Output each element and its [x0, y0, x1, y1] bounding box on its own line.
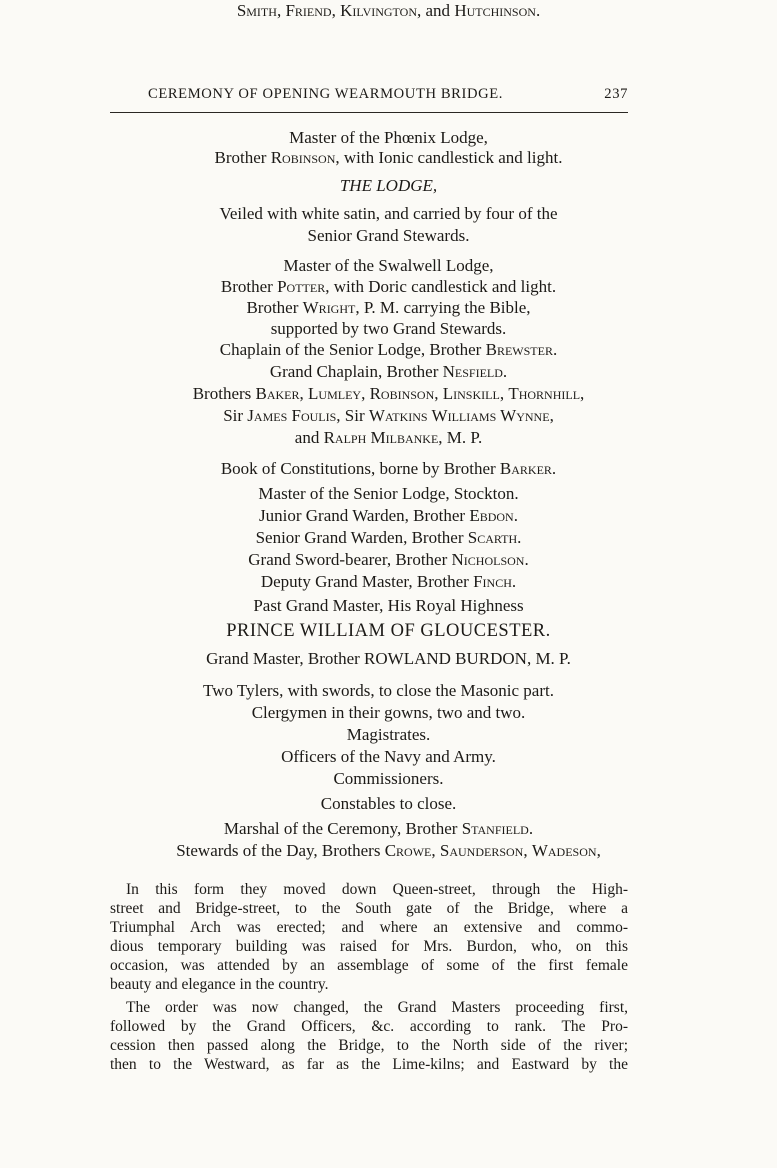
paragraph-line	[110, 880, 628, 899]
text-run: .	[513, 506, 518, 525]
text-run: then to the Westward, as far as the Lime-kilns; and Eastward by the	[110, 1056, 628, 1073]
procession-line	[0, 225, 777, 247]
procession-line	[0, 768, 777, 790]
text-run: Veiled with white satin, and carried by four of the	[219, 204, 558, 223]
text-run: , with Doric candlestick and light.	[325, 277, 557, 296]
procession-line	[0, 595, 777, 617]
text-run: Robinson	[369, 384, 435, 403]
text-run: Wright	[302, 298, 356, 317]
text-run: Constables to close.	[320, 794, 457, 813]
text-run: ,	[331, 1, 341, 20]
text-run: In this form they moved down Queen-street, through the High-	[126, 881, 628, 898]
text-run: Past Grand Master, His Royal Highness	[253, 596, 524, 615]
text-run: , who, on this	[513, 938, 628, 955]
text-run: Brewster	[485, 340, 553, 359]
header-title: CEREMONY OF OPENING WEARMOUTH BRIDGE.	[148, 86, 504, 102]
procession-line	[0, 0, 777, 22]
procession-line	[0, 818, 767, 840]
paragraph-line	[110, 956, 628, 975]
text-run: ,	[596, 841, 601, 860]
text-run: .	[552, 340, 558, 359]
text-run: .	[517, 528, 522, 547]
text-run: Commissioners.	[333, 769, 444, 788]
text-run: ,	[549, 406, 554, 425]
narrative-paragraph	[110, 880, 628, 994]
narrative-paragraph	[110, 998, 628, 1074]
text-run: ,	[431, 841, 440, 860]
paragraph-line	[110, 937, 628, 956]
procession-line	[0, 297, 777, 319]
procession-line	[0, 175, 777, 197]
text-run: The order was now changed, the Grand Masters proceeding first,	[126, 999, 628, 1016]
text-run: Two Tylers, with swords, to close the Masonic part.	[203, 681, 554, 700]
procession-line	[0, 620, 777, 642]
text-run: THE LODGE,	[339, 176, 438, 195]
text-run: Ralph Milbanke	[323, 428, 439, 447]
procession-line	[0, 840, 777, 862]
text-run: James Foulis	[247, 406, 337, 425]
text-run: Stewards of the Day, Brothers	[176, 841, 385, 860]
text-run: Smith	[236, 1, 277, 20]
procession-line	[0, 549, 777, 571]
procession-line	[0, 405, 777, 427]
text-run: .	[524, 550, 529, 569]
text-run: Ebdon	[469, 506, 514, 525]
text-run: Grand Chaplain, Brother	[269, 362, 443, 381]
text-run: Magistrates.	[346, 725, 431, 744]
procession-line	[0, 127, 777, 149]
procession-line	[0, 458, 777, 480]
running-header	[148, 86, 628, 103]
text-run: , M. P.	[438, 428, 483, 447]
header-rule	[110, 112, 628, 113]
page-number: 237	[604, 86, 628, 102]
text-run: ,	[580, 384, 585, 403]
text-run: Chaplain of the Senior Lodge, Brother	[219, 340, 486, 359]
procession-line	[0, 724, 777, 746]
text-run: .	[535, 1, 541, 20]
procession-line	[0, 793, 777, 815]
text-run: supported by two Grand Stewards.	[270, 319, 507, 338]
procession-line	[0, 318, 777, 340]
text-run: Burdon	[466, 938, 514, 955]
text-run: Officers of the Navy and Army.	[281, 747, 496, 766]
text-run: Crowe	[384, 841, 432, 860]
text-run: ,	[276, 1, 286, 20]
text-run: Sir	[223, 406, 248, 425]
text-run: Friend	[285, 1, 332, 20]
text-run: Hutchinson	[454, 1, 536, 20]
text-run: , with Ionic candlestick and light.	[335, 148, 563, 167]
text-run: Wadeson	[531, 841, 597, 860]
procession-line	[0, 427, 777, 449]
text-run: Watkins Williams Wynne	[368, 406, 550, 425]
text-run: Senior Grand Stewards.	[307, 226, 470, 245]
text-run: Deputy Grand Master, Brother	[260, 572, 474, 591]
text-run: Barker	[499, 459, 552, 478]
text-run: Master of the Senior Lodge, Stockton.	[258, 484, 519, 503]
text-run: Marshal of the Ceremony, Brother	[223, 819, 462, 838]
text-run: Junior Grand Warden, Brother	[259, 506, 470, 525]
paragraph-line	[110, 1017, 628, 1036]
text-run: , P. M. carrying the Bible,	[355, 298, 531, 317]
procession-line	[0, 383, 777, 405]
procession-line	[0, 680, 767, 702]
paragraph-line	[110, 899, 628, 918]
text-run: Triumphal Arch was erected; and where an extensive and commo-	[110, 919, 628, 936]
procession-line	[0, 276, 777, 298]
text-run: ,	[299, 384, 309, 403]
text-run: Saunderson	[439, 841, 524, 860]
text-run: ,	[499, 384, 509, 403]
text-run: Clergymen in their gowns, two and two.	[251, 703, 526, 722]
paragraph-line	[110, 975, 628, 994]
procession-line	[0, 255, 777, 277]
procession-line	[0, 571, 777, 593]
procession-line	[0, 505, 777, 527]
text-run: , Sir	[336, 406, 369, 425]
procession-line	[0, 483, 777, 505]
text-run: Brother	[246, 298, 303, 317]
text-run: ,	[523, 841, 532, 860]
text-run: .	[502, 362, 508, 381]
text-run: ,	[361, 384, 370, 403]
paragraph-line	[110, 998, 628, 1017]
text-run: ,	[434, 384, 443, 403]
procession-line	[0, 648, 777, 670]
text-run: Master of the Phœnix Lodge,	[289, 128, 488, 147]
text-run: Finch	[473, 572, 512, 591]
text-run: dious temporary building was raised for Mrs.	[110, 938, 467, 955]
text-run: followed by the Grand Officers, &c. according to rank. The Pro-	[110, 1018, 628, 1035]
procession-line	[0, 147, 777, 169]
text-run: Book of Constitutions, borne by Brother	[220, 459, 500, 478]
text-run: Lumley	[308, 384, 362, 403]
procession-line	[0, 339, 777, 361]
text-run: Stanfield	[461, 819, 529, 838]
text-run: .	[551, 459, 557, 478]
text-run: Nicholson	[451, 550, 525, 569]
procession-line	[0, 203, 777, 225]
procession-line	[0, 746, 777, 768]
paragraph-line	[110, 918, 628, 937]
text-run: Master of the Swalwell Lodge,	[283, 256, 494, 275]
text-run: Robinson	[270, 148, 336, 167]
text-run: Baker	[255, 384, 300, 403]
text-run: cession then passed along the Bridge, to the North side of the river;	[110, 1037, 628, 1054]
text-run: Linskill	[442, 384, 500, 403]
text-run: Scarth	[467, 528, 518, 547]
text-run: Senior Grand Warden, Brother	[255, 528, 468, 547]
text-run: Grand Sword-bearer, Brother	[248, 550, 452, 569]
text-run: street and Bridge-street, to the South gate of the Bridge, where a	[110, 900, 628, 917]
procession-line	[0, 702, 777, 724]
text-run: Brothers	[192, 384, 256, 403]
text-run: Thornhill	[508, 384, 581, 403]
text-run: .	[528, 819, 534, 838]
text-run: and	[294, 428, 324, 447]
procession-line	[0, 527, 777, 549]
text-run: Brother	[220, 277, 278, 296]
text-run: .	[511, 572, 517, 591]
text-run: PRINCE WILLIAM OF GLOUCESTER.	[226, 621, 551, 641]
text-run: Nesfield	[442, 362, 503, 381]
paragraph-line	[110, 1036, 628, 1055]
text-run: Potter	[277, 277, 326, 296]
text-run: , and	[417, 1, 455, 20]
text-run: Kilvington	[340, 1, 418, 20]
text-run: Brother	[214, 148, 271, 167]
text-run: Grand Master, Brother ROWLAND BURDON, M. P.	[206, 649, 571, 668]
procession-line	[0, 361, 777, 383]
paragraph-line	[110, 1055, 628, 1074]
text-run: beauty and elegance in the country.	[110, 976, 329, 993]
text-run: occasion, was attended by an assemblage of some of the first female	[110, 957, 628, 974]
